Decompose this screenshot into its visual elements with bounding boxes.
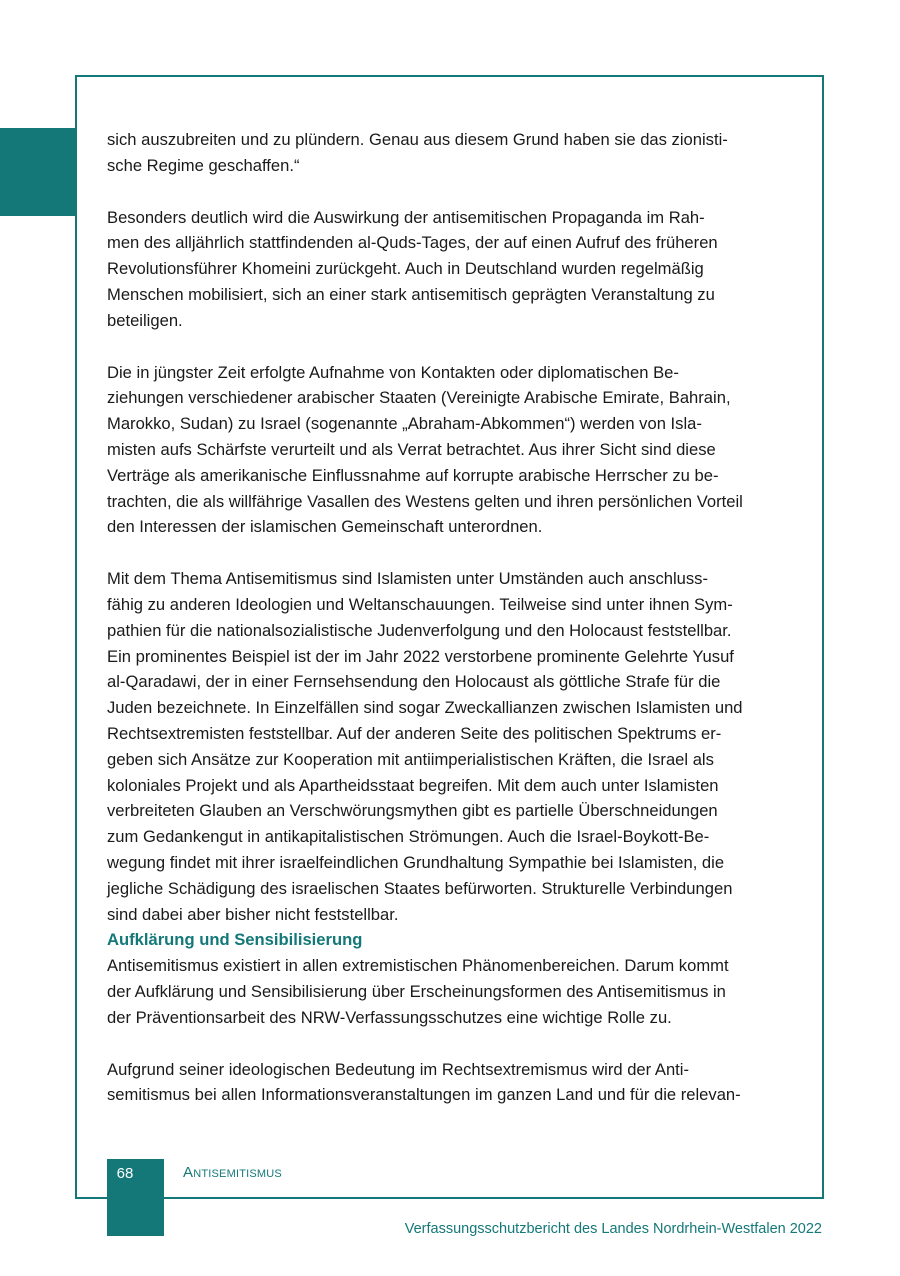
text-line: sche Regime geschaffen.“: [107, 155, 300, 175]
text-line: verbreiteten Glauben an Verschwörungsmythen gibt es partielle Überschneidungen: [107, 801, 718, 821]
text-line: Juden bezeichnete. In Einzelfällen sind sogar Zweckallianzen zwischen Islamisten und: [107, 698, 743, 718]
paragraph: [107, 127, 792, 179]
section-heading: Aufklärung und Sensibilisierung: [107, 930, 363, 950]
text-line: Verträge als amerikanische Einflussnahme auf korrupte arabische Herrscher zu be-: [107, 465, 719, 485]
paragraph: [107, 1057, 792, 1109]
text-line: zum Gedankengut in antikapitalistischen Strömungen. Auch die Israel-Boykott-Be-: [107, 827, 710, 847]
publication-footer: Verfassungsschutzbericht des Landes Nordrhein-Westfalen 2022: [404, 1221, 822, 1237]
body-paragraphs: [107, 127, 792, 927]
text-line: sich auszubreiten und zu plündern. Genau aus diesem Grund haben sie das zionisti-: [107, 130, 728, 149]
text-line: misten aufs Schärfste verurteilt und als Verrat betrachtet. Aus ihrer Sicht sind diese: [107, 439, 716, 459]
section-paragraphs: [107, 953, 792, 1108]
text-line: Die in jüngster Zeit erfolgte Aufnahme von Kontakten oder diplomatischen Be-: [107, 362, 679, 382]
text-line: wegung findet mit ihrer israelfeindlichen Grundhaltung Sympathie bei Islamisten, die: [107, 852, 725, 872]
text-line: trachten, die als willfährige Vasallen des Westens gelten und ihren persönlichen Vorteil: [107, 491, 743, 511]
text-line: jegliche Schädigung des israelischen Staates befürworten. Strukturelle Verbindungen: [107, 878, 733, 898]
text-line: Menschen mobilisiert, sich an einer stark antisemitisch geprägten Veranstaltung zu: [107, 284, 715, 304]
text-line: Rechtsextremisten feststellbar. Auf der anderen Seite des politischen Spektrums er-: [107, 723, 722, 743]
text-line: Ein prominentes Beispiel ist der im Jahr 2022 verstorbene prominente Gelehrte Yusuf: [107, 646, 734, 666]
text-line: Marokko, Sudan) zu Israel (sogenannte „Abraham-Abkommen“) werden von Isla-: [107, 414, 702, 434]
text-line: beteiligen.: [107, 310, 183, 330]
text-line: den Interessen der islamischen Gemeinschaft unterordnen.: [107, 517, 543, 537]
text-line: Aufgrund seiner ideologischen Bedeutung im Rechtsextremismus wird der Anti-: [107, 1059, 689, 1079]
paragraph: [107, 566, 792, 927]
text-line: semitismus bei allen Informationsveranstaltungen im ganzen Land und für die relevan-: [107, 1085, 741, 1105]
chapter-tab-marker: [0, 128, 76, 216]
text-line: der Aufklärung und Sensibilisierung über Erscheinungsformen des Antisemitismus in: [107, 981, 726, 1001]
paragraph: [107, 205, 792, 334]
text-line: pathien für die nationalsozialistische Judenverfolgung und den Holocaust feststellbar.: [107, 620, 732, 640]
text-line: ziehungen verschiedener arabischer Staaten (Vereinigte Arabische Emirate, Bahrain,: [107, 388, 731, 408]
text-line: men des alljährlich stattfindenden al-Quds-Tages, der auf einen Aufruf des früheren: [107, 233, 718, 253]
text-line: der Präventionsarbeit des NRW-Verfassungsschutzes eine wichtige Rolle zu.: [107, 1007, 672, 1027]
paragraph: [107, 953, 792, 1030]
text-line: Mit dem Thema Antisemitismus sind Islamisten unter Umständen auch anschluss-: [107, 569, 709, 589]
text-line: Revolutionsführer Khomeini zurückgeht. Auch in Deutschland wurden regelmäßig: [107, 259, 704, 279]
text-line: al-Qaradawi, der in einer Fernsehsendung den Holocaust als göttliche Strafe für die: [107, 672, 721, 692]
text-line: Besonders deutlich wird die Auswirkung der antisemitischen Propaganda im Rah-: [107, 207, 705, 227]
text-line: koloniales Projekt und als Apartheidsstaat begreifen. Mit dem auch unter Islamisten: [107, 775, 719, 795]
text-line: sind dabei aber bisher nicht feststellbar.: [107, 904, 399, 924]
page-number: 68: [116, 1165, 134, 1182]
text-line: Antisemitismus existiert in allen extremistischen Phänomenbereichen. Darum kommt: [107, 956, 729, 976]
page-number-box: [107, 1159, 164, 1236]
text-line: geben sich Ansätze zur Kooperation mit antiimperialistischen Kräften, die Israel als: [107, 749, 714, 769]
running-section-label: Antisemitismus: [183, 1164, 282, 1181]
text-line: fähig zu anderen Ideologien und Weltanschauungen. Teilweise sind unter ihnen Sym-: [107, 594, 733, 614]
paragraph: [107, 360, 792, 541]
main-content: [107, 127, 792, 1108]
